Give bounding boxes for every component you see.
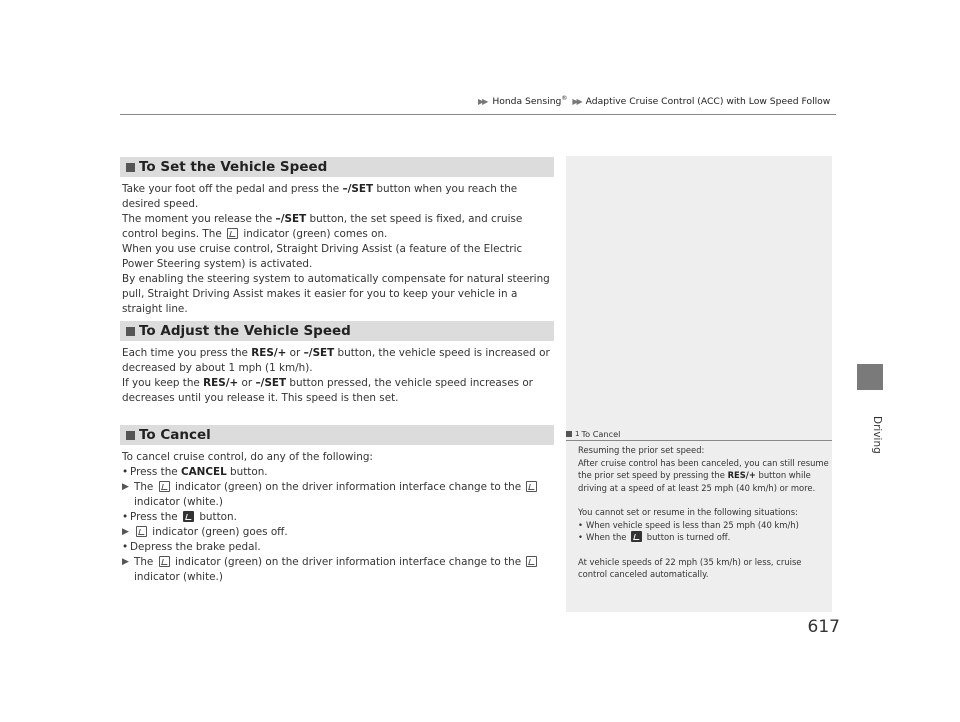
section-heading-adjust-speed — [120, 321, 554, 341]
cruise-control-indicator-icon — [159, 481, 170, 492]
chapter-tab[interactable] — [857, 364, 883, 390]
section-title: To Set the Vehicle Speed — [139, 159, 328, 175]
list-item: • When vehicle speed is less than 25 mph (40 km/h) — [578, 519, 830, 532]
paragraph: You cannot set or resume in the following situations: — [578, 507, 798, 517]
list-subitem: ▶ The indicator (green) on the driver information interface change to the indicator (white.) — [122, 555, 554, 585]
paragraph: To cancel cruise control, do any of the following: — [122, 451, 373, 463]
sidebar-heading-text: To Cancel — [581, 429, 621, 439]
square-bullet-icon — [126, 431, 135, 440]
paragraph: After cruise control has been canceled, you can still resume the prior set speed by pressing the RES/+ button while driving at a speed of at least 25 mph (40 km/h) or more. — [578, 457, 829, 493]
section-heading-cancel — [120, 425, 554, 445]
paragraph: When you use cruise control, Straight Driving Assist (a feature of the Electric Power Steering system) is activated. — [122, 243, 523, 270]
paragraph: The moment you release the –/SET button, the set speed is fixed, and cruise control begins. The indicator (green) comes on. — [122, 213, 523, 240]
square-bullet-icon — [126, 327, 135, 336]
double-triangle-right-icon: ▶▶ — [478, 96, 487, 106]
paragraph: Resuming the prior set speed: — [578, 445, 705, 455]
breadcrumb-acc[interactable]: Adaptive Cruise Control (ACC) with Low Speed Follow — [585, 95, 831, 107]
paragraph: Each time you press the RES/+ or –/SET button, the vehicle speed is increased or decreased by about 1 mph (1 km/h). — [122, 347, 550, 374]
cruise-control-indicator-icon — [227, 228, 238, 239]
cruise-control-indicator-icon — [136, 526, 147, 537]
breadcrumb — [478, 94, 838, 108]
header-rule — [120, 114, 836, 115]
chapter-tab-label: Driving — [871, 416, 883, 454]
acc-button-icon — [631, 531, 642, 542]
section-heading-set-speed — [120, 157, 554, 177]
section-title: To Adjust the Vehicle Speed — [139, 323, 351, 339]
sidebar-rule — [566, 440, 832, 441]
paragraph: By enabling the steering system to automatically compensate for natural steering pull, Straight Driving Assist makes it easier for you to keep your vehicle in a straight line. — [122, 273, 550, 315]
sidebar-text — [578, 444, 830, 581]
adjust-speed-text — [122, 346, 554, 406]
list-subitem: ▶ indicator (green) goes off. — [122, 526, 288, 538]
cruise-control-indicator-icon — [526, 556, 537, 567]
triangle-right-icon: ▶ — [122, 482, 129, 492]
double-triangle-right-icon: ▶▶ — [572, 96, 581, 106]
breadcrumb-honda-sensing[interactable]: Honda Sensing® — [492, 94, 568, 108]
square-bullet-icon — [126, 163, 135, 172]
section-title: To Cancel — [139, 427, 211, 443]
paragraph: At vehicle speeds of 22 mph (35 km/h) or less, cruise control canceled automatically. — [578, 556, 802, 579]
paragraph: If you keep the RES/+ or –/SET button pressed, the vehicle speed increases or decreases until you release it. This speed is then set. — [122, 377, 533, 404]
list-item: • Depress the brake pedal. — [122, 540, 554, 555]
triangle-right-icon: ▶ — [122, 557, 129, 567]
list-item: • When the button is turned off. — [578, 531, 830, 544]
cruise-control-indicator-icon — [526, 481, 537, 492]
triangle-right-icon: ▶ — [122, 527, 129, 537]
cancel-text — [122, 450, 554, 585]
paragraph: Take your foot off the pedal and press the –/SET button when you reach the desired speed. — [122, 183, 518, 210]
list-item: • Press the button. — [122, 510, 554, 525]
sidebar-heading: 1 To Cancel — [566, 428, 832, 440]
acc-button-icon — [183, 511, 194, 522]
cruise-control-indicator-icon — [159, 556, 170, 567]
reference-marker-icon — [566, 431, 572, 437]
page-number: 617 — [807, 617, 840, 637]
set-speed-text — [122, 182, 554, 317]
list-subitem: ▶ The indicator (green) on the driver information interface change to the indicator (white.) — [122, 480, 554, 510]
list-item: • Press the CANCEL button. — [122, 465, 554, 480]
